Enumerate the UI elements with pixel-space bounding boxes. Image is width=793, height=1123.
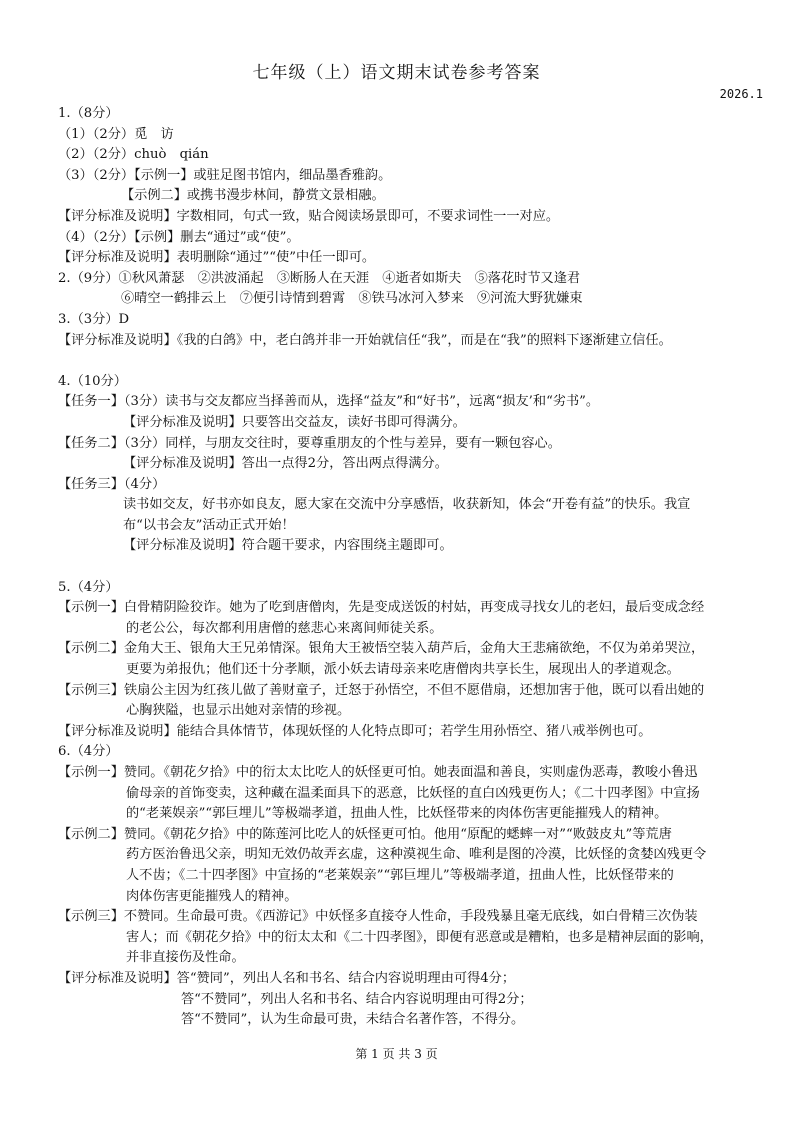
answer-line: （2）（2分）chuò qián [58,147,209,163]
answer-line: 【任务二】（3分）同样，与朋友交往时，要尊重朋友的个性与差异，要有一颗包容心。 [58,435,561,451]
answer-line: 【示例三】不赞同。生命最可贵。《西游记》中妖怪多直接夺人性命，手段残暴且毫无底线，如白骨精三次伪装 [58,909,698,925]
answer-line: ⑥晴空一鹤排云上 ⑦便引诗情到碧霄 ⑧铁马冰河入梦来 ⑨河流大野犹嫌束 [121,291,583,307]
answer-content [58,104,768,1031]
answer-line: 布“以书会友”活动正式开始！ [123,517,295,533]
answer-line: 【示例二】赞同。《朝花夕拾》中的陈莲河比吃人的妖怪更可怕。他用“原配的蟋蟀一对”“败鼓皮丸”等荒唐 [58,826,672,842]
answer-line: 并非直接伤及性命。 [126,950,245,966]
answer-line: 【示例二】金角大王、银角大王兄弟情深。银角大王被悟空装入葫芦后，金角大王悲痛欲绝，不仅为弟弟哭泣， [58,641,705,657]
blank-line [58,557,768,578]
answer-line: 5.（4分） [58,579,119,595]
answer-line: 1.（8分） [58,106,119,121]
exam-date: 2026.1 [719,87,763,101]
answer-line: 人不齿；《二十四孝图》中宣扬的“老莱娱亲”“郭巨埋儿”等极端孝道，扭曲人性，比妖怪带来的 [126,867,674,883]
answer-line: 害人；而《朝花夕拾》中的衍太太和《二十四孝图》，即便有恶意或是糟粕，也多是精神层面的影响， [126,929,713,945]
answer-line: 3.（3分）D [58,311,130,327]
answer-line: 【示例二】或携书漫步林间，静赏文景相融。 [121,188,385,204]
answer-line: 【评分标准及说明】答“赞同”，列出人名和书名、结合内容说明理由可得4分； [58,970,516,986]
blank-line [58,351,768,372]
answer-line: 【评分标准及说明】答出一点得2分，答出两点得满分。 [123,456,448,472]
answer-line: 读书如交友，好书亦如良友，愿大家在交流中分享感悟，收获新知，体会“开卷有益”的快乐。我宣 [123,497,691,513]
answer-line: 【任务一】（3分）读书与交友都应当择善而从，选择“益友”和“好书”，远离“损友’和“劣书”。 [58,394,600,410]
answer-line: 答“不赞同”，认为生命最可贵，未结合名著作答，不得分。 [181,1012,525,1028]
answer-line: 【任务三】（4分） [58,476,166,492]
answer-line: 偷母亲的首饰变卖，这种藏在温柔面具下的恶意，比妖怪的直白凶残更伤人；《二十四孝图》中宣扬 [126,785,700,801]
answer-line: 【示例一】赞同。《朝花夕拾》中的衍太太比吃人的妖怪更可怕。她表面温和善良，实则虚伪恶毒，教唆小鲁迅 [58,765,698,780]
page-number: 第 1 页 共 3 页 [355,1047,438,1061]
answer-line: 4.（10分） [58,373,127,389]
page-title: 七年级（上）语文期末试卷参考答案 [252,63,541,83]
answer-line: 心胸狭隘，也显示出她对亲情的珍视。 [126,703,351,719]
answer-line: （1）（2分）觅 访 [58,126,174,142]
answer-line: 更要为弟报仇；他们还十分孝顺，派小妖去请母亲来吃唐僧肉共享长生，展现出人的孝道观念。 [126,662,680,678]
answer-line: 【评分标准及说明】字数相同，句式一致，贴合阅读场景即可，不要求词性一一对应。 [58,208,560,224]
answer-line: 【评分标准及说明】表明删除“通过”“使”中任一即可。 [58,250,376,266]
answer-line: 【评分标准及说明】符合题干要求，内容围绕主题即可。 [123,538,453,554]
answer-line: （3）（2分）【示例一】或驻足图书馆内，细品墨香雅韵。 [58,167,392,183]
answer-line: 肉体伤害更能摧残人的精神。 [126,888,298,904]
answer-line: 【示例三】铁扇公主因为红孩儿做了善财童子，迁怒于孙悟空，不但不愿借扇，还想加害于他，既可以看出她的 [58,682,705,698]
answer-line: 【评分标准及说明】能结合具体情节，体现妖怪的人化特点即可；若学生用孙悟空、猪八戒举例也可。 [58,723,652,739]
answer-line: （4）（2分）【示例】删去“通过”或“使”。 [58,229,300,245]
answer-line: 答“不赞同”，列出人名和书名、结合内容说明理由可得2分； [181,991,533,1007]
answer-line: 的老公公，每次都利用唐僧的慈悲心来离间师徒关系。 [126,620,443,636]
answer-line: 【示例一】白骨精阴险狡诈。她为了吃到唐僧肉，先是变成送饭的村姑，再变成寻找女儿的老妇，最后变成念经 [58,600,705,616]
answer-line: 药方医治鲁迅父亲，明知无效仍故弄玄虚，这种漠视生命、唯利是图的冷漠，比妖怪的贪婪凶残更令 [126,847,707,863]
answer-line: 2.（9分）①秋风萧瑟 ②洪波涌起 ③断肠人在天涯 ④逝者如斯夫 ⑤落花时节又逢君 [58,270,581,286]
answer-line: 【评分标准及说明】《我的白鸽》中，老白鸽并非一开始就信任“我”，而是在“我”的照料下逐渐建立信任。 [58,332,672,348]
answer-line: 的“老莱娱亲”“郭巨埋儿”等极端孝道，扭曲人性，比妖怪带来的肉体伤害更能摧残人的精神。 [126,806,668,822]
answer-line: 6.（4分） [58,744,119,760]
answer-line: 【评分标准及说明】只要答出交益友，读好书即可得满分。 [123,414,466,430]
